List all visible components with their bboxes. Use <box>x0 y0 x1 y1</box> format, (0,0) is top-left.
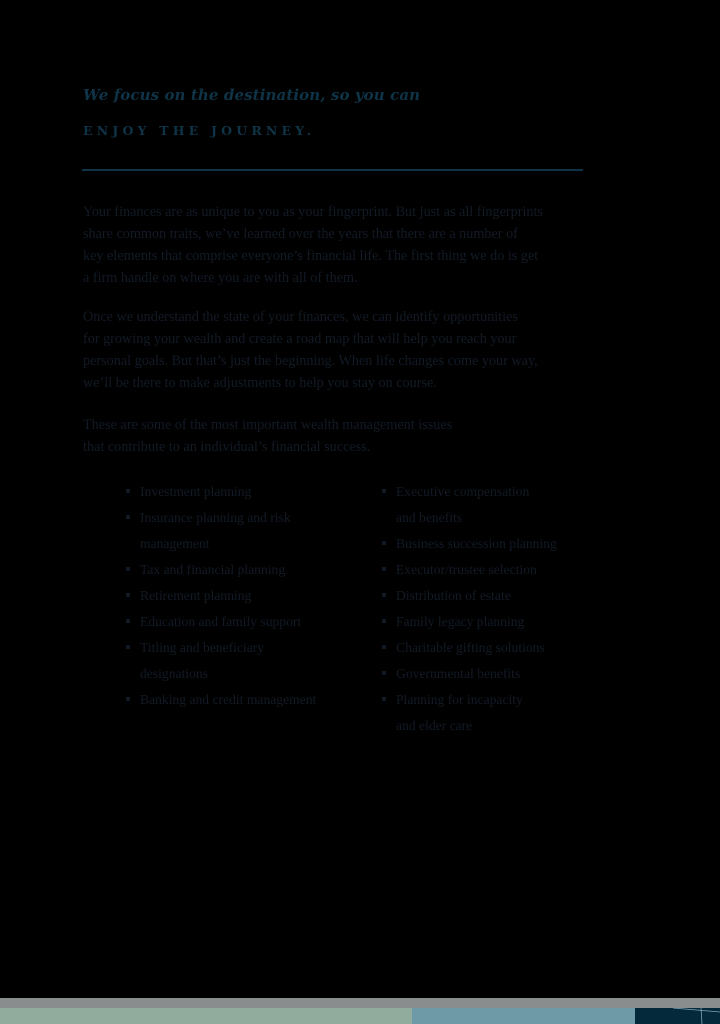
footer-green-segment <box>0 1008 412 1024</box>
list-item-text: Business succession planning <box>396 536 557 551</box>
list-item <box>382 531 642 557</box>
paragraph-line: for growing your wealth and create a road map that will help you reach your <box>83 331 517 347</box>
list-item <box>126 583 376 609</box>
paragraph-line: Once we understand the state of your finances, we can identify opportunities <box>83 309 518 325</box>
intro-paragraph <box>83 201 543 289</box>
square-bullet-icon <box>382 593 386 597</box>
paragraph-line: personal goals. But that’s just the beginning. When life changes come your way, <box>83 353 538 369</box>
list-item-text: Charitable gifting solutions <box>396 640 545 655</box>
list-item <box>382 635 642 661</box>
square-bullet-icon <box>126 593 130 597</box>
footer-navy-segment <box>635 1008 720 1024</box>
list-item <box>382 557 642 583</box>
list-item <box>382 687 642 739</box>
paragraph-line: share common traits, we’ve learned over the years that there are a number of <box>83 226 518 242</box>
list-item-text: Family legacy planning <box>396 614 525 629</box>
list-item-text: Governmental benefits <box>396 666 521 681</box>
list-item-text: Tax and financial planning <box>140 562 286 577</box>
list-item-text: designations <box>140 666 208 681</box>
square-bullet-icon <box>126 489 130 493</box>
paragraph-line: These are some of the most important wealth management issues <box>83 417 453 433</box>
decorative-lines-icon <box>635 1008 720 1024</box>
paragraph-line: key elements that comprise everyone’s financial life. The first thing we do is get <box>83 248 539 264</box>
list-item-text: Investment planning <box>140 484 252 499</box>
list-item-text: management <box>140 536 210 551</box>
list-item-text: Distribution of estate <box>396 588 511 603</box>
list-item-text: and elder care <box>396 718 473 733</box>
square-bullet-icon <box>382 541 386 545</box>
paragraph-line: a firm handle on where you are with all of them. <box>83 270 358 286</box>
paragraph-line: that contribute to an individual’s financial success. <box>83 439 371 455</box>
list-item-text: Planning for incapacity <box>396 692 523 707</box>
issues-list-left <box>126 479 376 713</box>
list-item <box>126 479 376 505</box>
square-bullet-icon <box>382 619 386 623</box>
list-item <box>126 635 376 687</box>
square-bullet-icon <box>126 645 130 649</box>
footer-blue-segment <box>412 1008 635 1024</box>
list-item <box>126 505 376 557</box>
list-item-text: Executor/trustee selection <box>396 562 537 577</box>
list-item <box>126 557 376 583</box>
square-bullet-icon <box>382 567 386 571</box>
list-item <box>126 609 376 635</box>
heading-divider <box>82 169 583 171</box>
square-bullet-icon <box>382 489 386 493</box>
issues-intro-paragraph <box>83 414 452 458</box>
list-item-text: and benefits <box>396 510 463 525</box>
list-item-text: Titling and beneficiary <box>140 640 265 655</box>
square-bullet-icon <box>382 645 386 649</box>
roadmap-paragraph <box>83 306 538 394</box>
list-item <box>382 479 642 531</box>
list-item-text: Executive compensation <box>396 484 530 499</box>
list-item <box>382 661 642 687</box>
list-item-text: Insurance planning and risk <box>140 510 291 525</box>
footer-grey-band <box>0 998 720 1008</box>
heading-tagline: We focus on the destination, so you can <box>83 86 421 104</box>
square-bullet-icon <box>382 697 386 701</box>
list-item <box>126 687 376 713</box>
list-item <box>382 609 642 635</box>
square-bullet-icon <box>126 619 130 623</box>
list-item-text: Banking and credit management <box>140 692 317 707</box>
square-bullet-icon <box>382 671 386 675</box>
paragraph-line: we’ll be there to make adjustments to help you stay on course. <box>83 375 437 391</box>
square-bullet-icon <box>126 697 130 701</box>
issues-list-right <box>382 479 642 739</box>
list-item-text: Education and family support <box>140 614 302 629</box>
list-item-text: Retirement planning <box>140 588 252 603</box>
paragraph-line: Your finances are as unique to you as your fingerprint. But just as all fingerprints <box>83 204 543 220</box>
square-bullet-icon <box>126 515 130 519</box>
heading-title: ENJOY THE JOURNEY. <box>83 123 316 138</box>
square-bullet-icon <box>126 567 130 571</box>
list-item <box>382 583 642 609</box>
